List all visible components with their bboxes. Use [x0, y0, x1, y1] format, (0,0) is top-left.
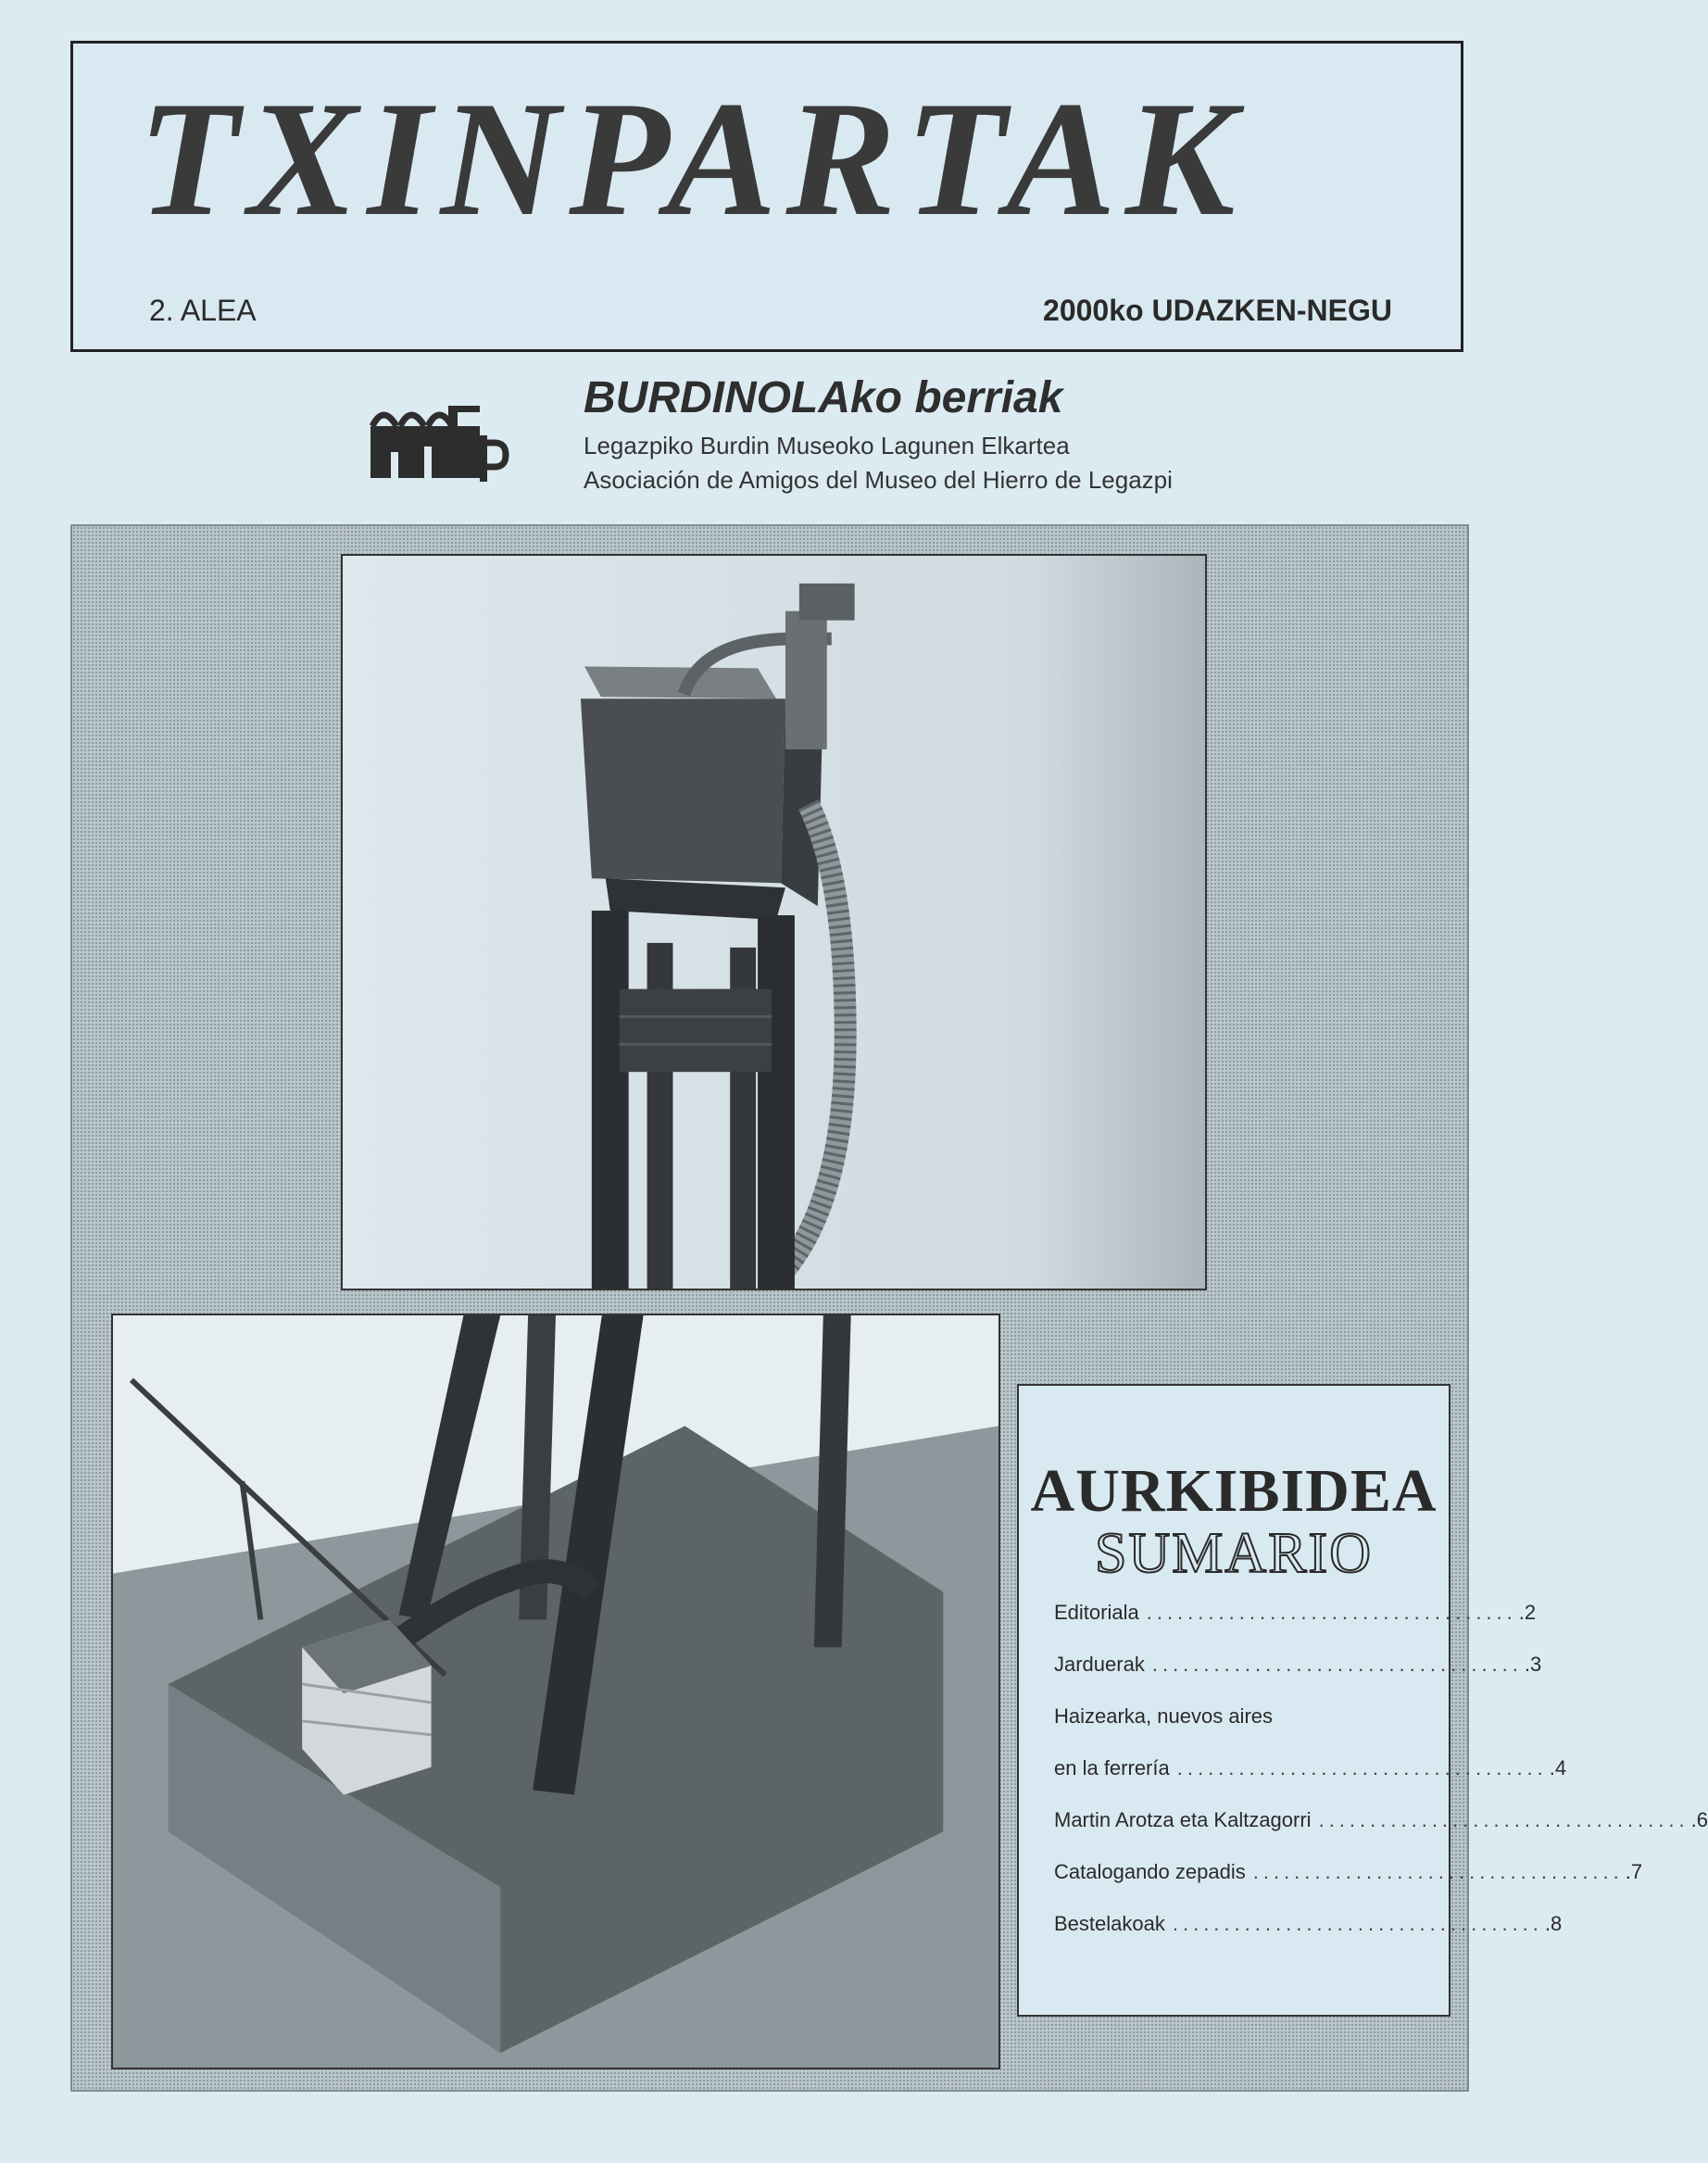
contents-item-page: .4 — [1549, 1756, 1567, 1779]
ferreria-logo-icon — [369, 398, 508, 482]
contents-box — [1017, 1384, 1708, 2017]
newsletter-title: TXINPARTAK — [138, 67, 1245, 250]
contents-heading: AURKIBIDEA — [1030, 1457, 1438, 1525]
masthead — [70, 41, 1463, 352]
issue-season: 2000ko UDAZKEN-NEGU — [1043, 294, 1392, 327]
contents-item — [1054, 1653, 1542, 1704]
association-name: BURDINOLAko berriak — [584, 373, 1063, 422]
contents-leader-dots: .................................... — [1318, 1808, 1689, 1831]
contents-leader-dots: .................................... — [1146, 1601, 1517, 1624]
contents-item-label: Editoriala — [1054, 1601, 1139, 1624]
contents-list — [1054, 1601, 1708, 1964]
contents-item-label: Haizearka, nuevos aires — [1054, 1704, 1274, 1728]
contents-item-page: .8 — [1544, 1912, 1563, 1935]
contents-leader-dots: .................................... — [1176, 1756, 1548, 1779]
contents-item-label: Bestelakoak — [1054, 1912, 1165, 1935]
contents-item-label: Martin Arotza eta Kaltzagorri — [1054, 1808, 1312, 1831]
contents-item — [1054, 1704, 1421, 1756]
contents-item-page: .7 — [1625, 1860, 1643, 1883]
contents-item — [1054, 1601, 1537, 1653]
contents-item — [1054, 1860, 1643, 1912]
contents-item-page: .3 — [1524, 1653, 1542, 1676]
contents-item — [1054, 1912, 1563, 1964]
contents-leader-dots: .................................... — [1252, 1860, 1624, 1883]
contents-item-label: Jarduerak — [1054, 1653, 1145, 1676]
contents-item-label: en la ferrería — [1054, 1756, 1170, 1779]
issue-number: 2. ALEA — [149, 294, 257, 327]
contents-leader-dots: .................................... — [1151, 1653, 1523, 1676]
photo-water-trough — [341, 554, 1207, 1290]
contents-item — [1054, 1808, 1708, 1860]
contents-leader-dots: .................................... — [1172, 1912, 1543, 1935]
contents-item-page: .6 — [1690, 1808, 1708, 1831]
association-line-spanish: Asociación de Amigos del Museo del Hierro de Legazpi — [584, 466, 1173, 494]
contents-item — [1054, 1756, 1567, 1808]
contents-subheading: SUMARIO — [1095, 1522, 1373, 1585]
contents-item-label: Catalogando zepadis — [1054, 1860, 1246, 1883]
association-line-basque: Legazpiko Burdin Museoko Lagunen Elkartea — [584, 432, 1070, 459]
photo-forge-base — [111, 1314, 1000, 2069]
contents-item-page: .2 — [1518, 1601, 1537, 1624]
